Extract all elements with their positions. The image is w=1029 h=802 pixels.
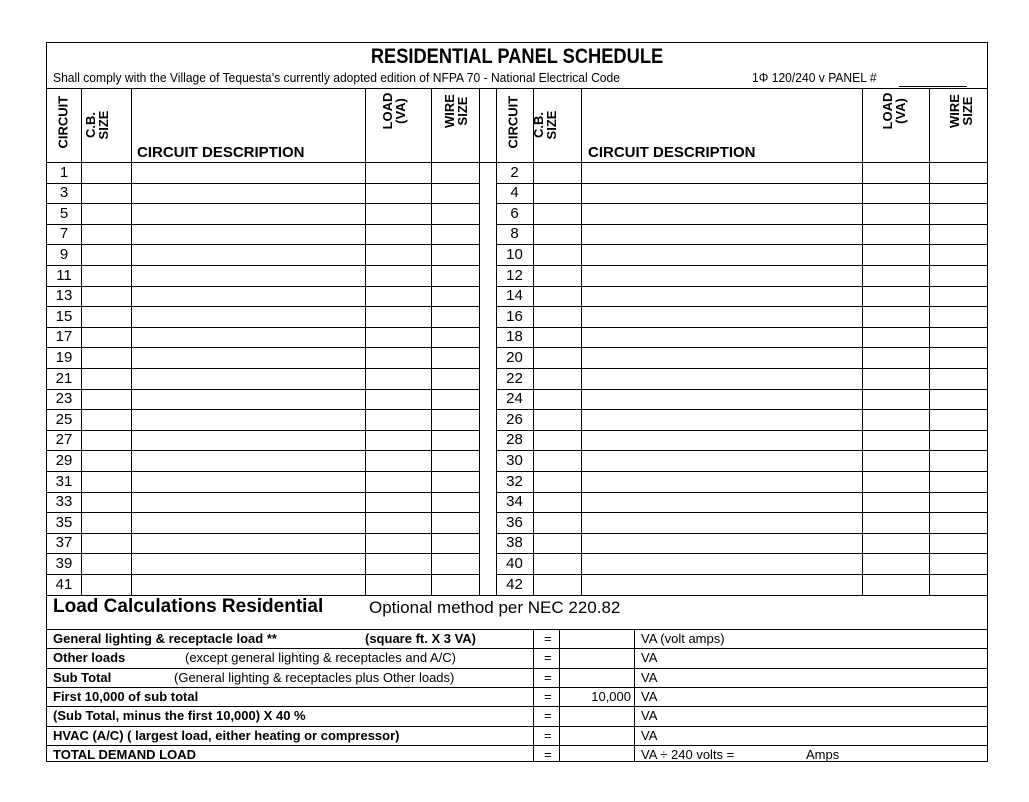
circuit-number: 30 — [506, 451, 523, 469]
column-line — [81, 88, 82, 595]
equals-sign: = — [544, 727, 552, 743]
circuit-number: 41 — [55, 575, 73, 593]
equals-sign: = — [544, 669, 552, 685]
form-title: RESIDENTIAL PANEL SCHEDULE — [370, 45, 664, 68]
row-line — [47, 286, 479, 287]
row-line — [496, 244, 987, 245]
row-line — [47, 203, 479, 204]
circuit-number: 33 — [55, 493, 73, 511]
row-line — [47, 327, 479, 328]
equals-sign: = — [544, 746, 552, 762]
panel-info: 1Φ 120/240 v PANEL # — [752, 70, 877, 85]
calc-unit: VA — [641, 688, 658, 704]
circuit-number: 22 — [506, 369, 523, 387]
row-line — [496, 574, 987, 575]
circuit-number: 39 — [55, 554, 73, 572]
header-top-line — [47, 88, 987, 89]
calc-row-note: (General lighting & receptacles plus Other loads) — [174, 669, 455, 685]
left-description-header: CIRCUIT DESCRIPTION — [137, 144, 305, 161]
circuit-number: 10 — [506, 245, 523, 263]
equals-sign: = — [544, 631, 552, 646]
row-line — [47, 306, 479, 307]
calc-row-label: TOTAL DEMAND LOAD — [53, 746, 196, 762]
circuit-number: 18 — [506, 328, 523, 346]
circuit-number: 12 — [506, 266, 523, 284]
equals-sign: = — [544, 650, 552, 666]
row-line — [496, 203, 987, 204]
column-line — [431, 88, 432, 595]
circuit-number: 38 — [506, 534, 523, 552]
amps-label: Amps — [806, 746, 840, 762]
calc-column-line — [533, 629, 534, 762]
row-line — [496, 306, 987, 307]
circuit-number: 26 — [506, 410, 523, 428]
calc-value-field[interactable]: 10,000 — [591, 688, 631, 704]
calc-unit: VA — [641, 727, 658, 743]
row-line — [496, 327, 987, 328]
calc-column-line — [634, 629, 635, 762]
row-line — [47, 553, 479, 554]
row-line — [47, 430, 479, 431]
circuit-number: 19 — [55, 348, 73, 366]
panel-schedule-form — [46, 42, 988, 762]
row-line — [496, 347, 987, 348]
calc-unit: VA — [641, 708, 658, 724]
row-line — [496, 553, 987, 554]
row-line — [496, 368, 987, 369]
column-line — [862, 88, 863, 595]
column-line — [581, 88, 582, 595]
right-description-header: CIRCUIT DESCRIPTION — [588, 144, 756, 161]
row-line — [47, 533, 479, 534]
calc-row-label: Sub Total — [53, 669, 112, 685]
row-line — [496, 492, 987, 493]
calc-row-label: First 10,000 of sub total — [53, 688, 199, 704]
row-line — [496, 224, 987, 225]
left-circuit-header: CIRCUIT — [55, 95, 71, 149]
row-line — [47, 574, 479, 575]
circuit-number: 6 — [510, 204, 519, 222]
circuit-number: 29 — [55, 451, 73, 469]
column-line — [929, 88, 930, 595]
left-cb-size-header: C.B. SIZE — [83, 110, 111, 140]
calc-unit: VA ÷ 240 volts = — [641, 746, 735, 762]
row-line — [47, 265, 479, 266]
row-line — [496, 533, 987, 534]
row-line — [496, 409, 987, 410]
row-line — [496, 183, 987, 184]
row-line — [496, 286, 987, 287]
row-line — [47, 368, 479, 369]
circuit-number: 2 — [510, 163, 519, 181]
code-compliance-note: Shall comply with the Village of Tequesta’s currently adopted edition of NFPA 70 - National Electrical Code — [53, 70, 620, 85]
right-wire-size-header: WIRE SIZE — [947, 94, 975, 128]
circuit-number: 35 — [55, 513, 73, 531]
row-line — [47, 224, 479, 225]
circuit-number: 32 — [506, 472, 523, 490]
calc-row-note: (except general lighting & receptacles and A/C) — [185, 650, 456, 666]
column-line — [365, 88, 366, 595]
circuit-number: 7 — [59, 225, 69, 243]
row-line — [47, 244, 479, 245]
calc-row-label: Other loads — [53, 650, 126, 666]
row-line — [496, 265, 987, 266]
equals-sign: = — [544, 688, 552, 704]
row-line — [496, 512, 987, 513]
equals-sign: = — [544, 708, 552, 724]
circuit-number: 17 — [55, 328, 73, 346]
circuit-number: 23 — [55, 390, 73, 408]
calc-row-note: (square ft. X 3 VA) — [365, 631, 477, 646]
calc-unit: VA — [641, 650, 658, 666]
calc-column-line — [559, 629, 560, 762]
circuit-number: 15 — [55, 307, 73, 325]
row-line — [496, 450, 987, 451]
row-line — [496, 471, 987, 472]
circuit-number: 13 — [55, 287, 73, 305]
circuit-number: 31 — [55, 472, 73, 490]
row-line — [47, 183, 479, 184]
left-load-header: LOAD (VA) — [380, 92, 408, 130]
calc-row-label: General lighting & receptacle load ** — [53, 631, 277, 646]
panel-number-field[interactable] — [899, 86, 967, 87]
row-line — [496, 389, 987, 390]
calc-row-label: HVAC (A/C) ( largest load, either heating or compressor) — [53, 727, 400, 743]
circuit-number: 5 — [59, 204, 69, 222]
circuit-number: 14 — [506, 287, 523, 305]
row-line — [47, 450, 479, 451]
circuit-number: 37 — [55, 534, 73, 552]
right-load-header: LOAD (VA) — [880, 92, 908, 130]
row-line — [47, 347, 479, 348]
calc-unit: VA — [641, 669, 658, 685]
load-calc-method: Optional method per NEC 220.82 — [369, 598, 621, 617]
calc-row-label: (Sub Total, minus the first 10,000) X 40 % — [53, 708, 306, 724]
circuit-number: 8 — [510, 225, 519, 243]
row-line — [496, 430, 987, 431]
circuit-number: 36 — [506, 513, 523, 531]
column-line — [479, 88, 480, 595]
row-line — [47, 492, 479, 493]
circuit-number: 3 — [59, 184, 69, 202]
calc-unit: VA (volt amps) — [641, 631, 725, 646]
circuit-number: 11 — [56, 266, 72, 284]
circuit-number: 20 — [506, 348, 523, 366]
circuit-number: 1 — [59, 163, 69, 181]
circuit-number: 4 — [510, 184, 519, 202]
circuit-number: 25 — [55, 410, 73, 428]
circuit-number: 42 — [506, 575, 523, 593]
circuit-number: 24 — [506, 390, 523, 408]
circuit-number: 34 — [506, 493, 523, 511]
right-cb-size-header: C.B. SIZE — [531, 110, 559, 140]
row-line — [47, 409, 479, 410]
load-calc-title: Load Calculations Residential — [53, 596, 324, 617]
row-line — [47, 512, 479, 513]
row-line — [47, 389, 479, 390]
right-circuit-header: CIRCUIT — [505, 95, 521, 149]
circuit-number: 27 — [55, 431, 73, 449]
circuit-number: 21 — [55, 369, 73, 387]
left-wire-size-header: WIRE SIZE — [442, 94, 470, 128]
circuit-number: 40 — [506, 554, 523, 572]
column-line — [533, 88, 534, 595]
row-line — [47, 471, 479, 472]
column-line — [131, 88, 132, 595]
circuit-number: 9 — [59, 245, 69, 263]
circuit-number: 16 — [506, 307, 523, 325]
circuit-number: 28 — [506, 431, 523, 449]
